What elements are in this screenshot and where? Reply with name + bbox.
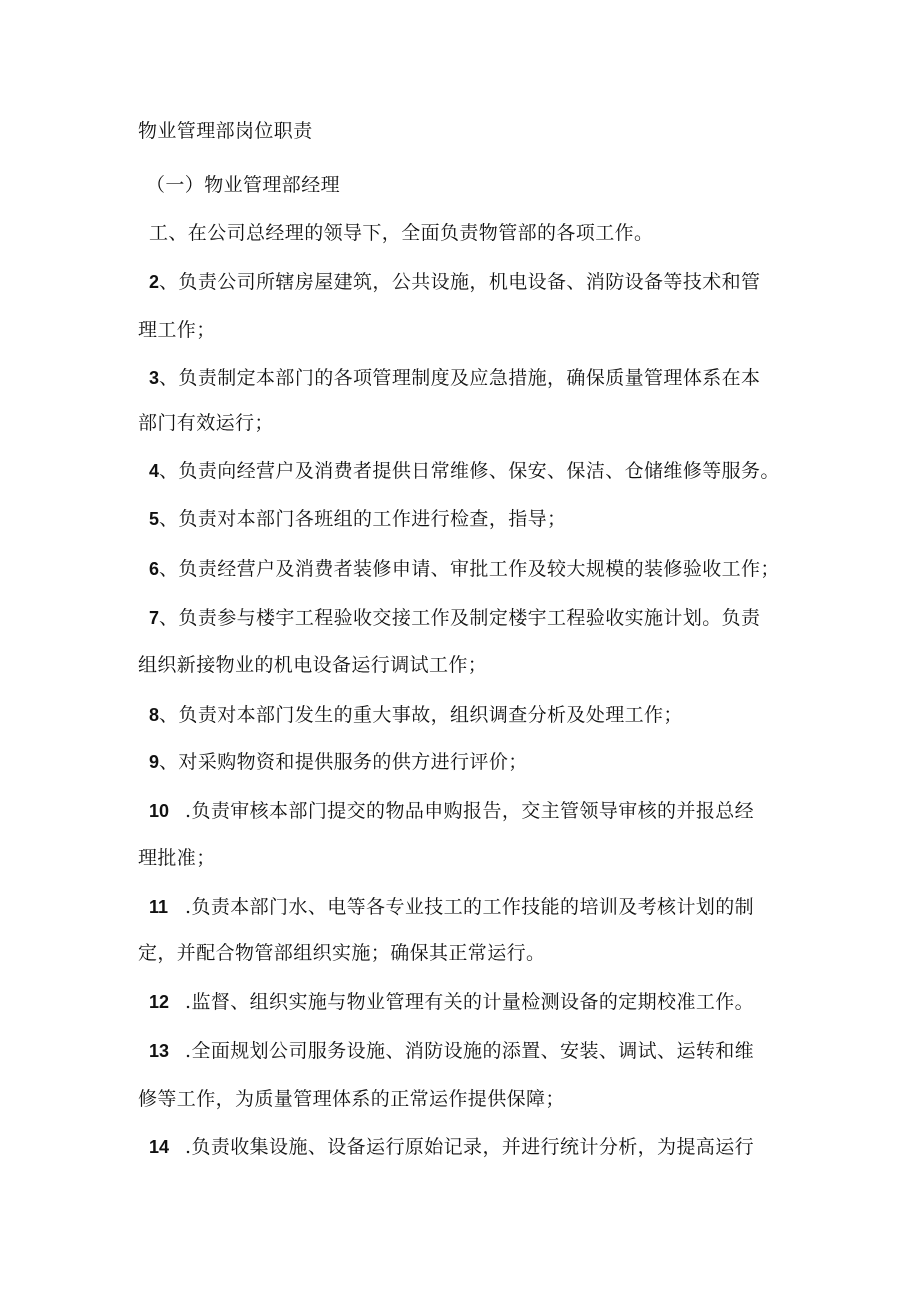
list-item bbox=[149, 557, 780, 581]
item-text: .负责收集设施、设备运行原始记录，并进行统计分析，为提高运行 bbox=[185, 1136, 755, 1158]
list-item bbox=[149, 606, 760, 630]
item-text-continuation: 部门有效运行； bbox=[138, 412, 274, 434]
item-number: 14 bbox=[149, 1137, 170, 1157]
list-item bbox=[149, 895, 754, 919]
item-text: .监督、组织实施与物业管理有关的计量检测设备的定期校准工作。 bbox=[185, 991, 755, 1013]
item-number: 7 bbox=[149, 608, 160, 628]
item-number: 11 bbox=[149, 897, 169, 917]
item-number: 12 bbox=[149, 992, 170, 1012]
item-text-continuation: 组织新接物业的机电设备运行调试工作； bbox=[138, 654, 488, 676]
item-text-continuation: 定，并配合物管部组织实施；确保其正常运行。 bbox=[138, 942, 546, 964]
item-text: 、负责参与楼宇工程验收交接工作及制定楼宇工程验收实施计划。负责 bbox=[159, 607, 761, 629]
list-item bbox=[149, 799, 754, 823]
item-text-continuation: 理批准； bbox=[138, 847, 216, 869]
section-heading: （一）物业管理部经理 bbox=[146, 174, 341, 196]
item-number: 工 bbox=[149, 222, 169, 244]
list-item bbox=[149, 459, 780, 483]
item-text: 、负责制定本部门的各项管理制度及应急措施，确保质量管理体系在本 bbox=[159, 367, 761, 389]
item-text-continuation: 修等工作，为质量管理体系的正常运作提供保障； bbox=[138, 1088, 565, 1110]
item-number: 4 bbox=[149, 461, 160, 481]
item-text: .全面规划公司服务设施、消防设施的添置、安装、调试、运转和维 bbox=[185, 1040, 755, 1062]
list-item bbox=[149, 270, 760, 294]
list-item bbox=[149, 507, 566, 531]
item-number: 6 bbox=[149, 559, 160, 579]
list-item bbox=[149, 221, 653, 245]
item-text-continuation: 理工作； bbox=[138, 319, 216, 341]
list-item bbox=[149, 366, 760, 390]
item-text: 、对采购物资和提供服务的供方进行评价； bbox=[159, 751, 528, 773]
item-text: 、在公司总经理的领导下，全面负责物管部的各项工作。 bbox=[168, 222, 654, 244]
item-text: 、负责向经营户及消费者提供日常维修、保安、保洁、仓储维修等服务。 bbox=[159, 460, 780, 482]
item-text: 、负责对本部门各班组的工作进行检查，指导； bbox=[159, 508, 567, 530]
item-number: 9 bbox=[149, 752, 160, 772]
item-number: 8 bbox=[149, 705, 160, 725]
item-text: .负责本部门水、电等各专业技工的工作技能的培训及考核计划的制 bbox=[185, 896, 755, 918]
item-number: 5 bbox=[149, 509, 160, 529]
item-number: 2 bbox=[149, 272, 160, 292]
list-item bbox=[149, 1135, 754, 1159]
list-item bbox=[149, 750, 528, 774]
item-number: 13 bbox=[149, 1041, 170, 1061]
list-item bbox=[149, 990, 754, 1014]
list-item bbox=[149, 1039, 754, 1063]
item-text: 、负责经营户及消费者装修申请、审批工作及较大规模的装修验收工作； bbox=[159, 558, 780, 580]
list-item bbox=[149, 703, 683, 727]
item-number: 10 bbox=[149, 801, 170, 821]
item-text: 、负责对本部门发生的重大事故，组织调查分析及处理工作； bbox=[159, 704, 683, 726]
item-text: .负责审核本部门提交的物品申购报告，交主管领导审核的并报总经 bbox=[185, 800, 755, 822]
item-text: 、负责公司所辖房屋建筑，公共设施，机电设备、消防设备等技术和管 bbox=[159, 271, 761, 293]
document-title: 物业管理部岗位职责 bbox=[138, 120, 313, 142]
item-number: 3 bbox=[149, 368, 160, 388]
